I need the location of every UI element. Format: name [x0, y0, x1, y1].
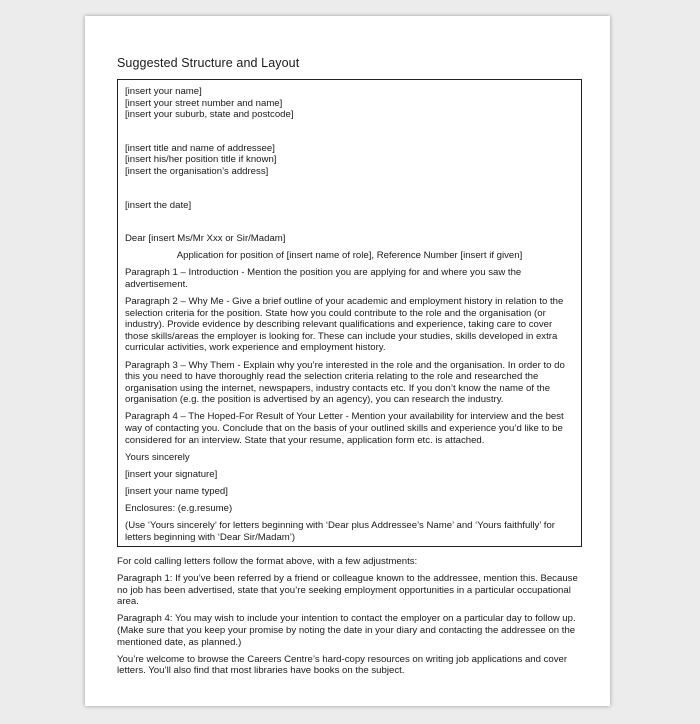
date-line: [insert the date] [125, 199, 192, 211]
paragraph-3: Paragraph 3 – Why Them - Explain why you’re interested in the role and the organisation. In order to do this you need to have thoroughly read the selection criteria relating to the role and researched the organisation using the internet, newspapers, industry contacts etc. If you don’t know the name of the organisation (e.g. the position is advertised by an agency), you can research the industry. [125, 359, 565, 406]
sender-street-line: [insert your street number and name] [125, 97, 283, 109]
addressee-address-line: [insert the organisation’s address] [125, 165, 269, 177]
cold-calling-section [117, 556, 585, 682]
sender-name-line: [insert your name] [125, 86, 202, 97]
salutation: Dear [insert Ms/Mr Xxx or Sir/Madam] [125, 233, 286, 245]
subject-line: Application for position of [insert name of role], Reference Number [insert if given] [176, 250, 523, 262]
closing-note: (Use ‘Yours sincerely’ for letters beginning with ‘Dear plus Addressee’s Name’ and ‘Yours faithfully’ for letters beginning with ‘Dear Sir/Madam’) [125, 520, 555, 543]
paragraph-4: Paragraph 4 – The Hoped-For Result of Your Letter - Mention your availability for interview and the best way of contacting you. Conclude that on the basis of your outlined skills and experience you’d like to be considered for an interview. State that your resume, application form etc. is attached. [125, 411, 564, 446]
letter-template-box [117, 79, 582, 547]
sender-suburb-line: [insert your suburb, state and postcode] [125, 109, 294, 121]
cold-calling-paragraph-4: Paragraph 4: You may wish to include your intention to contact the employer on a particular day to follow up. (Make sure that you keep your promise by noting the date in your diary and contacting the addressee on the mentioned date, as planned.) [117, 613, 576, 648]
document-page [85, 16, 610, 706]
careers-centre-note: You’re welcome to browse the Careers Centre’s hard-copy resources on writing job applications and cover letters. You’ll also find that most libraries have books on the subject. [117, 653, 568, 677]
enclosures-line: Enclosures: (e.g.resume) [125, 502, 233, 514]
name-typed-line: [insert your name typed] [125, 485, 228, 497]
cold-calling-intro: For cold calling letters follow the format above, with a few adjustments: [117, 556, 418, 567]
addressee-name-line: [insert title and name of addressee] [125, 142, 275, 154]
page-heading: Suggested Structure and Layout [117, 56, 300, 70]
addressee-position-line: [insert his/her position title if known] [125, 154, 277, 166]
closing-line: Yours sincerely [125, 451, 190, 463]
cold-calling-paragraph-1: Paragraph 1: If you’ve been referred by a friend or colleague known to the addressee, mention this. Because no job has been advertised, state that you’re seeking employment opportunities in a particular occupational area. [117, 573, 578, 608]
paragraph-2: Paragraph 2 – Why Me - Give a brief outline of your academic and employment history in relation to the selection criteria for the position. State how you could contribute to the role and the organisation (or industry). Provide evidence by describing relevant qualifications and experience, taking care to cover those skills/areas the employer is looking for. These can include your studies, skills developed in extra curricular activities, work experience and employment history. [125, 296, 564, 354]
signature-line: [insert your signature] [125, 468, 218, 480]
paragraph-1: Paragraph 1 – Introduction - Mention the position you are applying for and where you saw the advertisement. [125, 267, 522, 290]
